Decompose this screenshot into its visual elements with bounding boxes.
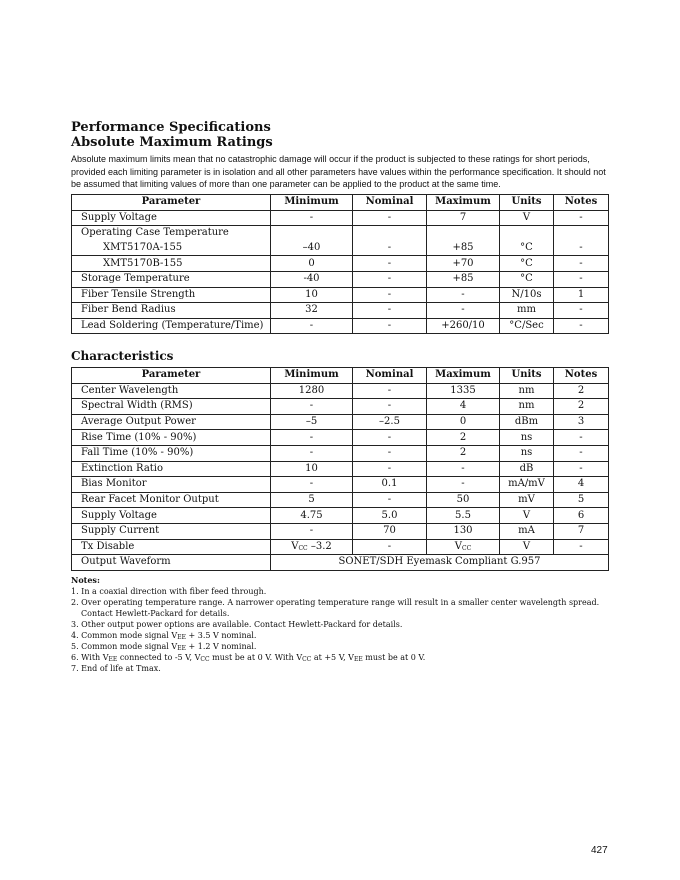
cell-minimum [271, 226, 353, 241]
cell-nominal: - [353, 492, 427, 508]
cell-notes: - [554, 210, 609, 226]
cell-notes: - [554, 430, 609, 446]
cell-minimum: -40 [271, 271, 353, 287]
cell-parameter: Spectral Width (RMS) [72, 399, 271, 415]
cell-parameter: Center Wavelength [72, 383, 271, 399]
header-notes: Notes [554, 368, 609, 384]
cell-parameter: XMT5170B-155 [72, 256, 271, 272]
cell-parameter: Bias Monitor [72, 477, 271, 493]
cell-maximum: 130 [427, 523, 500, 539]
cell-notes: - [554, 241, 609, 256]
note-text: 4. Common mode signal V [71, 631, 178, 640]
cell-nominal: 5.0 [353, 508, 427, 524]
notes-section [71, 575, 599, 674]
cell-minimum: - [271, 523, 353, 539]
page-title: Performance Specifications [71, 120, 271, 135]
cell-minimum: 5 [271, 492, 353, 508]
cell-parameter: Lead Soldering (Temperature/Time) [72, 318, 271, 334]
cell-notes [554, 226, 609, 241]
header-parameter: Parameter [72, 368, 271, 384]
header-maximum: Maximum [427, 368, 500, 384]
note-item [71, 630, 599, 641]
cell-parameter: Fiber Bend Radius [72, 303, 271, 319]
cell-maximum [427, 539, 500, 555]
page-number: 427 [591, 845, 608, 856]
cell-units: mA/mV [500, 477, 554, 493]
note-item: 2. Over operating temperature range. A narrower operating temperature range will result in a smaller center wavelength spread. [71, 598, 600, 607]
cell-minimum: - [271, 430, 353, 446]
cell-units: mm [500, 303, 554, 319]
note-text: + 3.5 V nominal. [185, 631, 257, 640]
cell-units: °C [500, 256, 554, 272]
cell-units: °C/Sec [500, 318, 554, 334]
table-row [72, 318, 609, 334]
header-nominal: Nominal [353, 195, 427, 211]
cell-notes: 2 [554, 383, 609, 399]
note-subscript: EE [353, 656, 363, 663]
cell-maximum: 1335 [427, 383, 500, 399]
cell-nominal: - [353, 303, 427, 319]
cell-minimum: - [271, 399, 353, 415]
table-row [72, 508, 609, 524]
cell-notes: - [554, 445, 609, 461]
cell-parameter: Rise Time (10% - 90%) [72, 430, 271, 446]
characteristics-table [71, 367, 609, 571]
cell-units: ns [500, 445, 554, 461]
vcc-symbol: V [454, 540, 463, 552]
cell-units: N/10s [500, 287, 554, 303]
cell-units: nm [500, 399, 554, 415]
table-row [72, 477, 609, 493]
cell-parameter: XMT5170A-155 [72, 241, 271, 256]
cell-nominal: - [353, 539, 427, 555]
cell-parameter: Rear Facet Monitor Output [72, 492, 271, 508]
cell-nominal: - [353, 241, 427, 256]
note-item [71, 652, 599, 663]
absolute-max-table [71, 194, 609, 334]
table-row [72, 271, 609, 287]
table-row [72, 383, 609, 399]
cell-notes: 3 [554, 414, 609, 430]
cell-units: dB [500, 461, 554, 477]
cell-minimum: 1280 [271, 383, 353, 399]
section-title-absolute-max: Absolute Maximum Ratings [71, 135, 273, 150]
note-item [71, 641, 599, 652]
vcc-symbol: V [291, 540, 299, 552]
cell-maximum: +70 [427, 256, 500, 272]
cell-notes: - [554, 271, 609, 287]
cell-units: °C [500, 241, 554, 256]
cell-nominal [353, 226, 427, 241]
note-item: 1. In a coaxial direction with fiber feed through. [71, 587, 267, 596]
cell-nominal: - [353, 318, 427, 334]
note-text: at +5 V, V [311, 653, 354, 662]
cell-notes: 5 [554, 492, 609, 508]
header-units: Units [500, 195, 554, 211]
cell-maximum: 2 [427, 445, 500, 461]
cell-maximum: 50 [427, 492, 500, 508]
cell-parameter: Extinction Ratio [72, 461, 271, 477]
cell-units: V [500, 508, 554, 524]
table-row [72, 226, 609, 241]
cell-units: dBm [500, 414, 554, 430]
note-subscript: CC [200, 656, 210, 663]
note-text: must be at 0 V. [362, 653, 426, 662]
cell-parameter: Average Output Power [72, 414, 271, 430]
note-text: connected to -5 V, V [117, 653, 201, 662]
table-row-output-waveform [72, 555, 609, 571]
table-row-tx-disable [72, 539, 609, 555]
header-notes: Notes [554, 195, 609, 211]
cell-nominal: - [353, 461, 427, 477]
cell-notes: - [554, 303, 609, 319]
header-minimum: Minimum [271, 195, 353, 211]
cell-minimum: - [271, 445, 353, 461]
note-item: 7. End of life at Tmax. [71, 664, 161, 673]
table-row [72, 303, 609, 319]
cell-maximum: - [427, 287, 500, 303]
cell-minimum [271, 539, 353, 555]
cell-nominal: - [353, 256, 427, 272]
cell-units: V [500, 539, 554, 555]
cell-minimum: 32 [271, 303, 353, 319]
cell-parameter: Operating Case Temperature [72, 226, 271, 241]
cell-maximum: 5.5 [427, 508, 500, 524]
note-item: 3. Other output power options are available. Contact Hewlett-Packard for details. [71, 620, 403, 629]
cell-maximum: - [427, 461, 500, 477]
cell-maximum: 7 [427, 210, 500, 226]
header-nominal: Nominal [353, 368, 427, 384]
table-row [72, 210, 609, 226]
table-row [72, 399, 609, 415]
table-row [72, 287, 609, 303]
cell-maximum: +85 [427, 241, 500, 256]
cell-notes: - [554, 256, 609, 272]
cell-notes: - [554, 539, 609, 555]
cell-nominal: - [353, 210, 427, 226]
cell-parameter: Supply Voltage [72, 210, 271, 226]
table-row [72, 430, 609, 446]
table-row [72, 461, 609, 477]
cell-nominal: - [353, 430, 427, 446]
cell-maximum: - [427, 477, 500, 493]
cell-parameter: Fiber Tensile Strength [72, 287, 271, 303]
cell-maximum [427, 226, 500, 241]
cell-parameter: Tx Disable [72, 539, 271, 555]
cell-nominal: - [353, 271, 427, 287]
note-subscript: EE [108, 656, 118, 663]
header-maximum: Maximum [427, 195, 500, 211]
table-header-row [72, 195, 609, 211]
note-subscript: EE [177, 645, 186, 652]
vcc-subscript: CC [462, 544, 472, 552]
cell-units: mV [500, 492, 554, 508]
cell-parameter: Fall Time (10% - 90%) [72, 445, 271, 461]
table-row [72, 256, 609, 272]
cell-parameter: Storage Temperature [72, 271, 271, 287]
cell-nominal: 0.1 [353, 477, 427, 493]
cell-units [500, 226, 554, 241]
cell-minimum: 0 [271, 256, 353, 272]
cell-notes: - [554, 318, 609, 334]
cell-nominal: - [353, 445, 427, 461]
note-item-continuation: Contact Hewlett-Packard for details. [81, 609, 230, 618]
cell-maximum: 4 [427, 399, 500, 415]
header-minimum: Minimum [271, 368, 353, 384]
table-row [72, 523, 609, 539]
cell-maximum: 2 [427, 430, 500, 446]
note-text: 6. With V [71, 653, 109, 662]
cell-nominal: - [353, 383, 427, 399]
cell-nominal: - [353, 399, 427, 415]
table-row [72, 445, 609, 461]
cell-maximum: +85 [427, 271, 500, 287]
cell-minimum: –40 [271, 241, 353, 256]
notes-heading: Notes: [71, 575, 100, 585]
cell-notes: 2 [554, 399, 609, 415]
cell-maximum: - [427, 303, 500, 319]
cell-notes: 1 [554, 287, 609, 303]
cell-notes: - [554, 461, 609, 477]
cell-parameter: Output Waveform [72, 555, 271, 571]
cell-waveform-spec: SONET/SDH Eyemask Compliant G.957 [271, 555, 609, 571]
cell-units: mA [500, 523, 554, 539]
intro-paragraph: Absolute maximum limits mean that no catastrophic damage will occur if the product is subjected to these ratings for short periods, provided each limiting parameter is in isolation and all other parameters have values within the performance specification. It should not be assumed that limiting values of more than one parameter can be applied to the product at the same time. [71, 154, 606, 189]
note-text: 5. Common mode signal V [71, 642, 178, 651]
cell-notes: 4 [554, 477, 609, 493]
cell-minimum: –5 [271, 414, 353, 430]
header-parameter: Parameter [72, 195, 271, 211]
cell-units: nm [500, 383, 554, 399]
cell-minimum: 4.75 [271, 508, 353, 524]
cell-units: °C [500, 271, 554, 287]
cell-units: V [500, 210, 554, 226]
header-units: Units [500, 368, 554, 384]
vcc-subscript: CC [298, 544, 308, 552]
cell-minimum: 10 [271, 461, 353, 477]
table-row [72, 241, 609, 256]
cell-minimum: - [271, 477, 353, 493]
cell-parameter: Supply Current [72, 523, 271, 539]
cell-nominal: - [353, 287, 427, 303]
cell-minimum: - [271, 210, 353, 226]
cell-nominal: 70 [353, 523, 427, 539]
cell-units: ns [500, 430, 554, 446]
note-subscript: EE [177, 634, 186, 641]
min-offset: –3.2 [307, 540, 332, 552]
cell-nominal: –2.5 [353, 414, 427, 430]
table-row [72, 414, 609, 430]
cell-parameter: Supply Voltage [72, 508, 271, 524]
table-header-row [72, 368, 609, 384]
cell-minimum: 10 [271, 287, 353, 303]
cell-maximum: 0 [427, 414, 500, 430]
note-text: + 1.2 V nominal. [185, 642, 257, 651]
cell-maximum: +260/10 [427, 318, 500, 334]
note-text: must be at 0 V. With V [209, 653, 303, 662]
table-row [72, 492, 609, 508]
note-subscript: CC [302, 656, 312, 663]
section-title-characteristics: Characteristics [71, 349, 174, 363]
cell-notes: 7 [554, 523, 609, 539]
cell-minimum: - [271, 318, 353, 334]
cell-notes: 6 [554, 508, 609, 524]
